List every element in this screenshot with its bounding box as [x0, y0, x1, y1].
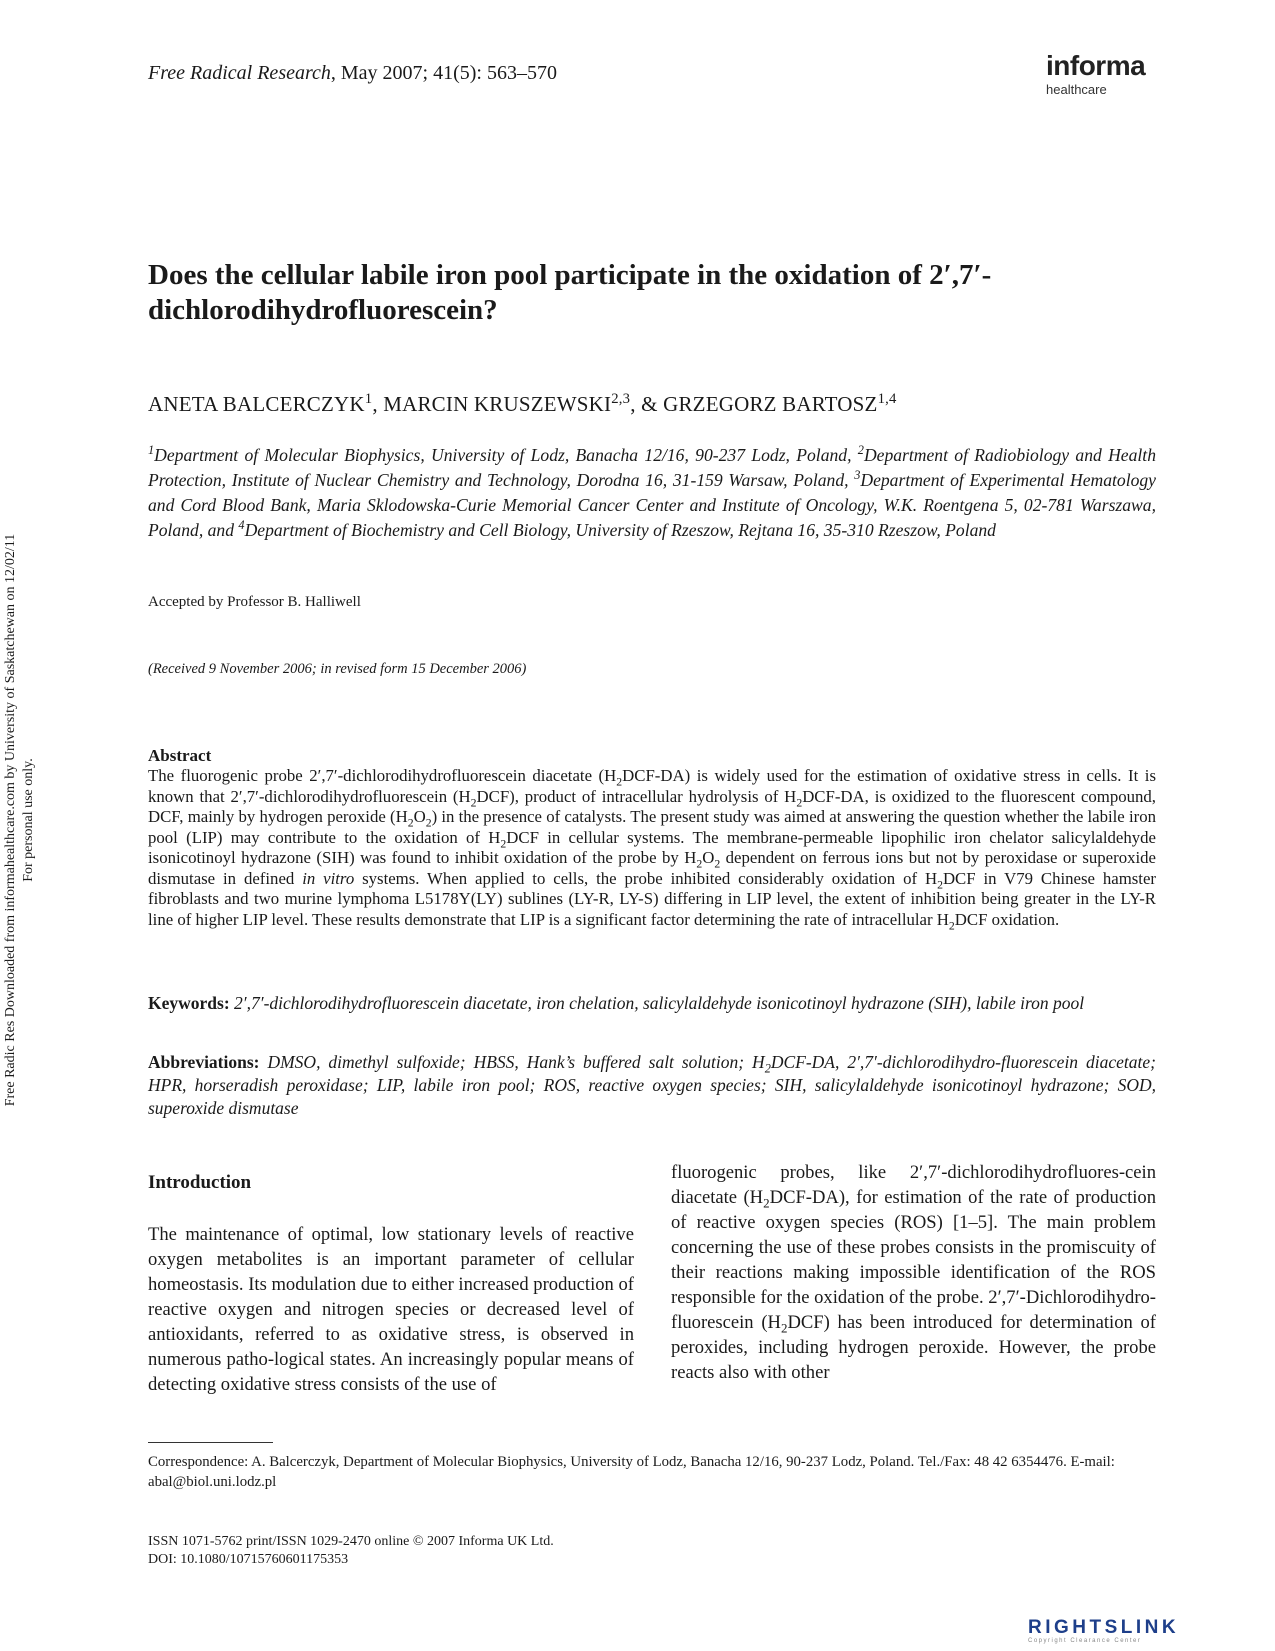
keywords-label: Keywords:: [148, 993, 230, 1013]
subscript: 2: [937, 877, 943, 891]
intro-left-column: The maintenance of optimal, low stationary levels of reactive oxygen metabolites is an important parameter of cellular homeostasis. Its modulation due to either increased production of reactive oxygen and nitrogen species or decreased level of antioxidants, referred to as oxidative stress, is observed in numerous patho-logical states. An increasingly popular means of detecting oxidative stress consists of the use of: [148, 1224, 634, 1395]
journal-citation: [148, 62, 557, 85]
received-dates: (Received 9 November 2006; in revised form 15 December 2006): [148, 661, 527, 677]
correspondence-note: Correspondence: A. Balcerczyk, Department of Molecular Biophysics, University of Lodz, Banacha 12/16, 90-237 Lodz, Poland. Tel./Fax: 48 42 6354476. E-mail: abal@biol.uni.lodz.pl: [148, 1454, 1115, 1490]
rightslink-subtext: Copyright Clearance Center: [1028, 1638, 1142, 1644]
affil-text: Department of Experimental Hematology and Cord Blood Bank, Maria Sklodowska-Curie Memorial Cancer Center and Institute of Oncology, W.K. Roentgena 5, 02-781 Warszawa, Poland, and: [148, 470, 1156, 540]
abstract-text: DCF in cellular systems. The membrane-permeable lipophilic iron chelator salicylaldehyde isonicotinoyl hydrazone (SIH) was found to inhibit oxidation of the probe by H: [148, 827, 1157, 867]
subscript: 2: [780, 1320, 788, 1336]
subscript: 2: [696, 857, 703, 871]
subscript: 2: [407, 816, 414, 830]
affil-sup: 3: [854, 468, 861, 483]
abbreviations-text: DCF-DA, 2′,7′-dichlorodihydro-fluorescein diacetate; HPR, horseradish peroxidase; LIP, labile iron pool; ROS, reactive oxygen species; SIH, salicylaldehyde isonicotinoyl hydrazone; SOD, superoxide dismutase: [148, 1052, 1156, 1118]
author-list: [148, 392, 897, 417]
abstract-text: ) in the presence of catalysts. The present study was aimed at answering the question whether the labile iron pool (LIP) may contribute to the oxidation of H: [148, 807, 1156, 847]
subscript: 2: [616, 775, 623, 789]
accepted-by: Accepted by Professor B. Halliwell: [148, 594, 361, 610]
intro-right-column: [671, 1160, 1156, 1385]
author-sup: 1,4: [877, 391, 897, 407]
doi-line: DOI: 10.1080/10715760601175353: [148, 1552, 349, 1567]
side-watermark: [0, 0, 60, 1651]
affil-text: Department of Radiobiology and Health Protection, Institute of Nuclear Chemistry and Technology, Dorodna 16, 31-159 Warsaw, Poland,: [148, 445, 1156, 490]
subscript: 2: [948, 918, 955, 932]
abbreviations: [148, 1051, 1156, 1120]
subscript: 2: [714, 857, 721, 871]
abstract-text: DCF-DA, is oxidized to the fluorescent compound, DCF, mainly by hydrogen peroxide (H: [148, 786, 1156, 826]
subscript: 2: [470, 795, 477, 809]
journal-name: Free Radical Research: [148, 62, 331, 84]
author-sup: 1: [364, 391, 373, 407]
publisher-logo: [1046, 52, 1156, 97]
abstract-text: DCF), product of intracellular hydrolysis of H: [476, 786, 797, 806]
issn-line: ISSN 1071-5762 print/ISSN 1029-2470 online © 2007 Informa UK Ltd.: [148, 1534, 554, 1549]
side-watermark-line1: Free Radic Res Downloaded from informahealthcare.com by University of Saskatchewan on 12/02/11: [3, 533, 18, 1107]
side-watermark-text: [2, 460, 38, 1180]
abstract-heading: Abstract: [148, 746, 212, 765]
affiliations: [148, 443, 1156, 543]
subscript: 2: [764, 1061, 771, 1076]
abstract-text: DCF-DA) is widely used for the estimation of oxidative stress in cells. It is known that 2′,7′-dichlorodihydrofluorescein (H: [148, 766, 1156, 806]
footnote-divider: [148, 1442, 273, 1443]
intro-text: fluorogenic probes, like 2′,7′-dichlorodihydrofluores-cein diacetate (H: [671, 1162, 1156, 1208]
abstract-text: systems. When applied to cells, the probe inhibited considerably oxidation of H: [354, 868, 938, 888]
issn-block: [148, 1533, 554, 1569]
affil-sup: 2: [857, 443, 864, 458]
author-name: , & GRZEGORZ BARTOSZ: [630, 392, 878, 416]
paper-title: Does the cellular labile iron pool participate in the oxidation of 2′,7′-dichlorodihydrofluorescein?: [148, 259, 992, 326]
subscript: 2: [425, 816, 432, 830]
intro-text: DCF) has been introduced for determination of peroxides, including hydrogen peroxide. However, the probe reacts also with other: [671, 1312, 1156, 1383]
subscript: 2: [796, 795, 803, 809]
abstract-text-italic: in vitro: [302, 868, 355, 888]
intro-text: DCF-DA), for estimation of the rate of production of reactive oxygen species (ROS) [1–5]. The main problem concerning the use of these probes consists in the promiscuity of their reactions making impossible identification of the ROS responsible for the oxidation of the probe. 2′,7′-Dichlorodihydro-fluorescein (H: [671, 1187, 1157, 1333]
introduction-heading: Introduction: [148, 1172, 252, 1193]
side-watermark-line2: For personal use only.: [21, 758, 36, 882]
abstract-text: The fluorogenic probe 2′,7′-dichlorodihydrofluorescein diacetate (H: [148, 766, 617, 785]
abstract-text: O: [702, 848, 715, 867]
affil-sup: 1: [148, 443, 155, 458]
affil-text: Department of Molecular Biophysics, University of Lodz, Banacha 12/16, 90-237 Lodz, Poland,: [154, 445, 858, 465]
abstract-text: DCF in V79 Chinese hamster fibroblasts and two murine lymphoma L5178Y(LY) sublines (LY-R, LY-S) differing in LIP level, the extent of inhibition being greater in the LY-R line of higher LIP level. These results demonstrate that LIP is a significant factor determining the rate of intracellular H: [148, 868, 1156, 929]
rightslink-text: RIGHTSLINK: [1028, 1617, 1180, 1638]
author-name: ANETA BALCERCZYK: [148, 392, 365, 416]
abstract-text: dependent on ferrous ions but not by peroxidase or superoxide dismutase in defined: [148, 848, 1156, 888]
abbreviations-label: Abbreviations:: [148, 1052, 260, 1072]
keywords: [148, 992, 1156, 1015]
abbreviations-text: DMSO, dimethyl sulfoxide; HBSS, Hank’s buffered salt solution; H: [259, 1052, 765, 1072]
affil-text: Department of Biochemistry and Cell Biology, University of Rzeszow, Rejtana 16, 35-310 Rzeszow, Poland: [244, 520, 996, 540]
keywords-text: 2′,7′-dichlorodihydrofluorescein diacetate, iron chelation, salicylaldehyde isonicotinoyl hydrazone (SIH), labile iron pool: [229, 993, 1085, 1013]
publisher-logo-text: informa: [1046, 50, 1146, 81]
journal-details: , May 2007; 41(5): 563–570: [330, 62, 557, 84]
subscript: 2: [763, 1195, 770, 1211]
abstract-text: DCF oxidation.: [954, 909, 1060, 929]
author-name: , MARCIN KRUSZEWSKI: [372, 392, 612, 416]
affil-sup: 4: [238, 518, 245, 533]
subscript: 2: [500, 836, 507, 850]
abstract-body: [148, 766, 1156, 930]
abstract-text: O: [413, 807, 426, 826]
rightslink-logo: [1028, 1618, 1258, 1644]
author-sup: 2,3: [611, 391, 631, 407]
publisher-logo-sub: healthcare: [1046, 82, 1107, 97]
